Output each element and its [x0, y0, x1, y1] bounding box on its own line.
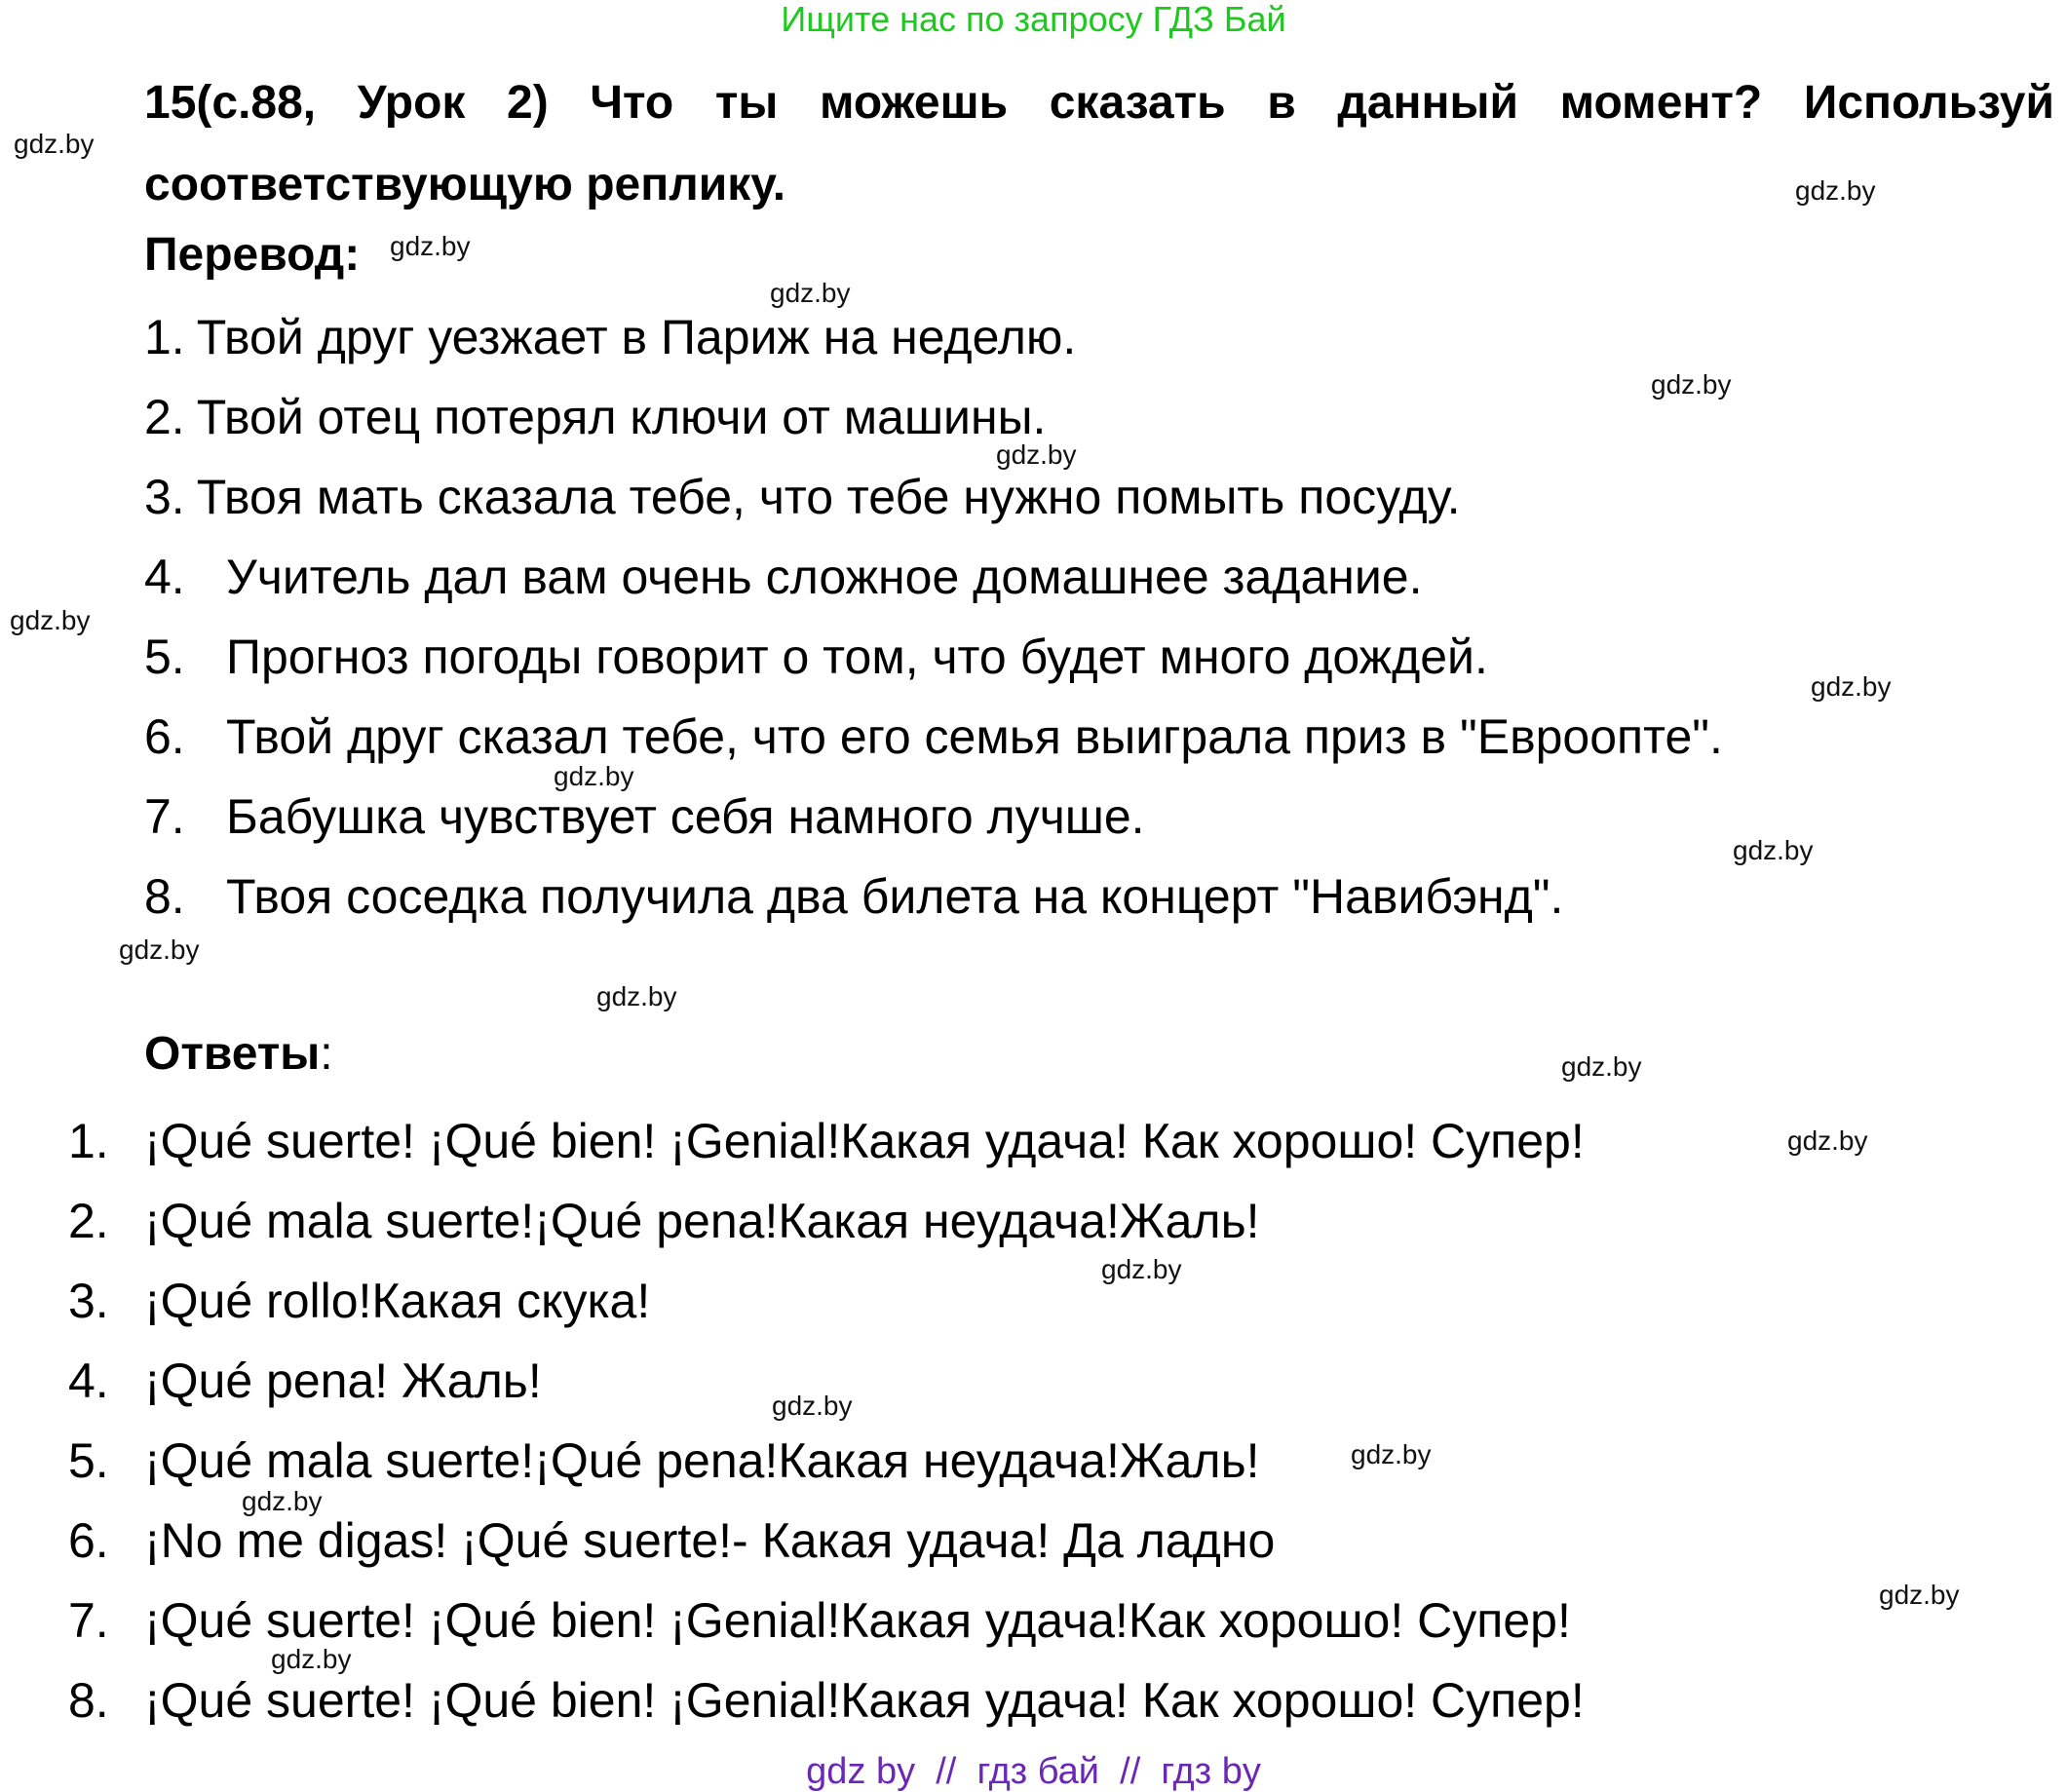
list-item [144, 697, 1723, 777]
watermark: gdz.by [1811, 671, 1892, 702]
item-number: 4. [68, 1354, 109, 1408]
item-number: 1. [68, 1114, 109, 1168]
item-text: Учитель дал вам очень сложное домашнее задание. [226, 550, 1423, 604]
item-number: 7. [68, 1593, 109, 1648]
item-number: 5. [68, 1433, 109, 1488]
footer: gdz by // гдз бай // гдз by [806, 1751, 1261, 1792]
item-number: 8. [68, 1673, 109, 1728]
watermark: gdz.by [770, 278, 851, 308]
watermark: gdz.by [10, 605, 91, 635]
list-item [144, 777, 1723, 857]
watermark: gdz.by [1733, 835, 1814, 865]
list-item [144, 857, 1723, 936]
item-text: ¡Qué pena! Жаль! [144, 1354, 542, 1408]
translation-list [144, 297, 1723, 936]
task-statement: 15(с.88, Урок 2) Что ты можешь сказать в данный момент? Используй соответствующую реплику. [144, 77, 2054, 210]
item-number: 7. [144, 789, 185, 844]
item-number: 1. [144, 310, 185, 364]
watermark: gdz.by [119, 934, 200, 965]
watermark: gdz.by [242, 1486, 323, 1516]
item-number: 3. [144, 470, 185, 524]
watermark: gdz.by [1651, 369, 1732, 400]
watermark: gdz.by [1561, 1051, 1642, 1082]
watermark: gdz.by [1101, 1254, 1182, 1284]
item-text: Твоя мать сказала тебе, что тебе нужно помыть посуду. [196, 470, 1461, 524]
item-text: ¡Qué suerte! ¡Qué bien! ¡Genial!Какая удача!Как хорошо! Супер! [144, 1593, 1571, 1648]
list-item [144, 537, 1723, 617]
item-text: Твой отец потерял ключи от машины. [196, 390, 1047, 444]
item-number: 6. [68, 1513, 109, 1568]
item-number: 2. [144, 390, 185, 444]
list-item [68, 1181, 1585, 1261]
watermark: gdz.by [390, 231, 471, 261]
item-text: ¡No me digas! ¡Qué suerte!- Какая удача! Да ладно [144, 1513, 1276, 1568]
watermark: gdz.by [1787, 1125, 1868, 1156]
item-text: ¡Qué mala suerte!¡Qué pena!Какая неудача!Жаль! [144, 1194, 1260, 1248]
item-text: ¡Qué rollo!Какая скука! [144, 1274, 651, 1328]
item-number: 8. [144, 869, 185, 924]
item-text: Твой друг уезжает в Париж на неделю. [196, 310, 1077, 364]
item-text: Прогноз погоды говорит о том, что будет много дождей. [226, 629, 1488, 684]
watermark: gdz.by [554, 761, 634, 791]
search-banner: Ищите нас по запросу ГДЗ Бай [781, 0, 1286, 39]
item-number: 4. [144, 550, 185, 604]
watermark: gdz.by [1795, 175, 1876, 206]
item-text: ¡Qué suerte! ¡Qué bien! ¡Genial!Какая удача! Как хорошо! Супер! [144, 1673, 1585, 1728]
item-text: ¡Qué mala suerte!¡Qué pena!Какая неудача!Жаль! [144, 1433, 1260, 1488]
list-item [68, 1261, 1585, 1341]
watermark: gdz.by [14, 129, 95, 159]
item-number: 5. [144, 629, 185, 684]
item-text: Твоя соседка получила два билета на концерт "Навибэнд". [226, 869, 1564, 924]
watermark: gdz.by [271, 1644, 352, 1674]
answers-heading-text: Ответы [144, 1028, 321, 1080]
list-item [144, 297, 1723, 377]
item-number: 2. [68, 1194, 109, 1248]
watermark: gdz.by [1351, 1439, 1432, 1469]
item-text: Твой друг сказал тебе, что его семья выиграла приз в "Евроопте". [226, 709, 1723, 764]
item-text: Бабушка чувствует себя намного лучше. [226, 789, 1145, 844]
watermark: gdz.by [996, 439, 1077, 470]
list-item [144, 457, 1723, 537]
list-item [68, 1101, 1585, 1181]
watermark: gdz.by [596, 981, 677, 1011]
answers-heading [144, 1025, 333, 1084]
list-item [144, 617, 1723, 697]
list-item [144, 377, 1723, 457]
item-text: ¡Qué suerte! ¡Qué bien! ¡Genial!Какая удача! Как хорошо! Супер! [144, 1114, 1585, 1168]
answers-heading-colon: : [320, 1028, 333, 1080]
watermark: gdz.by [772, 1391, 853, 1421]
translation-heading: Перевод: [144, 229, 361, 281]
item-number: 6. [144, 709, 185, 764]
watermark: gdz.by [1879, 1580, 1960, 1610]
item-number: 3. [68, 1274, 109, 1328]
